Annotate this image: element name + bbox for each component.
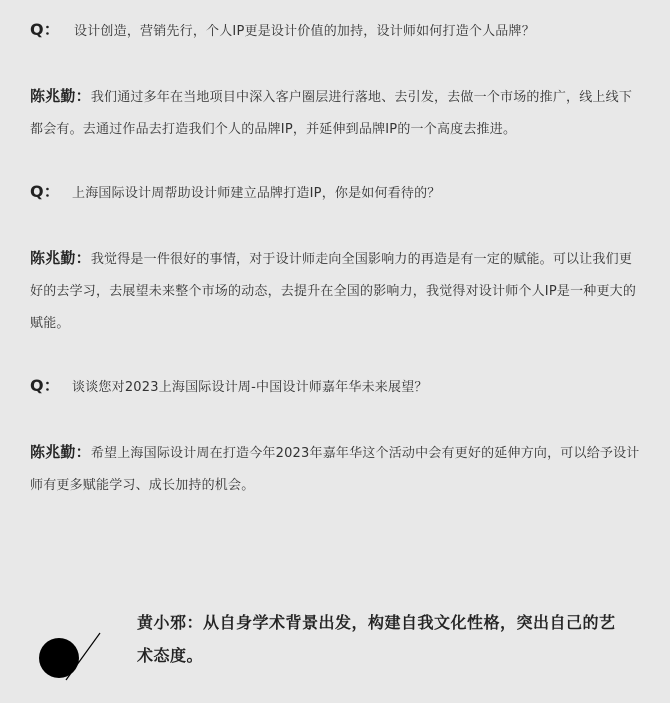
next-section-title: 黄小邪：从自身学术背景出发，构建自我文化性格，突出自己的艺术态度。 [137, 613, 616, 665]
answer-1 [30, 80, 642, 146]
question-text: 设计创造，营销先行，个人IP更是设计价值的加持，设计师如何打造个人品牌？ [74, 24, 535, 39]
question-1 [30, 14, 642, 48]
question-text: 谈谈您对2023上海国际设计周-中国设计师嘉年华未来展望？ [72, 380, 428, 395]
speaker-name: 陈兆勤： [30, 87, 91, 105]
answer-text: 我们通过多年在当地项目中深入客户圈层进行落地、去引发，去做一个市场的推广，线上线下都会有。去通过作品去打造我们个人的品牌IP，并延伸到品牌IP的一个高度去推进。 [30, 90, 633, 137]
question-label: Q： [30, 20, 61, 39]
answer-3 [30, 436, 642, 502]
question-label: Q： [30, 182, 61, 201]
question-3 [30, 370, 642, 404]
question-text: 上海国际设计周帮助设计师建立品牌打造IP，你是如何看待的？ [72, 186, 441, 201]
answer-2 [30, 242, 642, 340]
answer-text: 我觉得是一件很好的事情，对于设计师走向全国影响力的再造是有一定的赋能。可以让我们更好的去学习，去展望未来整个市场的动态，去提升在全国的影响力，我觉得对设计师个人IP是一种更大的赋能。 [30, 252, 637, 331]
question-2 [30, 176, 642, 210]
answer-text: 希望上海国际设计周在打造今年2023年嘉年华这个活动中会有更好的延伸方向，可以给予设计师有更多赋能学习、成长加持的机会。 [30, 446, 640, 493]
speaker-name: 陈兆勤： [30, 443, 91, 461]
speaker-name: 陈兆勤： [30, 249, 91, 267]
circle-slash-decoration-icon [38, 628, 108, 688]
question-label: Q： [30, 376, 61, 395]
